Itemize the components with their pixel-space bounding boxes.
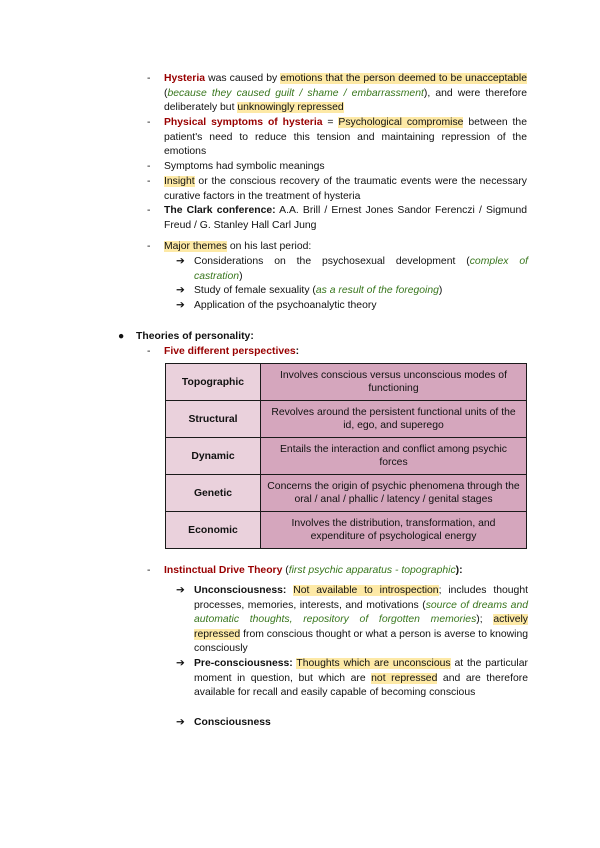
- table-cell-name: Topographic: [166, 364, 261, 401]
- dash-marker: -: [147, 161, 151, 172]
- level-item-conscious: ➔ Consciousness: [176, 716, 528, 731]
- list-item-clark-conference: - The Clark conference: A.A. Brill / Ernest Jones Sandor Ferenczi / Sigmund Freud / G. Stanley Hall Carl Jung: [147, 205, 528, 231]
- list-item-major-themes: - Major themes on his last period:: [147, 240, 527, 255]
- arrow-icon: ➔: [176, 300, 185, 311]
- perspectives-table: [165, 363, 527, 549]
- dash-marker: -: [147, 205, 151, 216]
- table-row: [166, 401, 527, 438]
- table-cell-name: Genetic: [166, 475, 261, 512]
- dash-marker: -: [147, 241, 151, 252]
- theme-item: ➔ Study of female sexuality (as a result of the foregoing): [176, 284, 528, 299]
- arrow-icon: ➔: [176, 285, 185, 296]
- section-heading-personality: ● Theories of personality:: [118, 330, 254, 345]
- dash-marker: -: [147, 346, 151, 357]
- level-item-unconscious: ➔ Unconsciousness: Not available to introspection; includes thought processes, memories, interests, and motivations (source of dreams and automatic thoughts, repository of forgotten memories); actively repressed from conscious thought or what a person is averse to knowing consciously: [176, 585, 529, 655]
- table-cell-desc: Involves conscious versus unconscious modes of functioning: [261, 364, 527, 401]
- arrow-icon: ➔: [176, 585, 185, 596]
- table-cell-name: Dynamic: [166, 438, 261, 475]
- theme-item: ➔ Considerations on the psychosexual development (complex of castration): [176, 256, 528, 282]
- table-cell-name: Structural: [166, 401, 261, 438]
- list-item-physical-symptoms: - Physical symptoms of hysteria = Psychological compromise between the patient's need to reduce this tension and maintaining repression of the emotions: [147, 117, 527, 158]
- list-item-symbolic: - Symptoms had symbolic meanings: [147, 160, 527, 175]
- list-item-drive-theory: - Instinctual Drive Theory (first psychic apparatus - topographic):: [147, 564, 527, 579]
- bullet-icon: ●: [118, 331, 125, 342]
- table-cell-desc: Revolves around the persistent functional units of the id, ego, and superego: [261, 401, 527, 438]
- table-row: [166, 438, 527, 475]
- list-item-hysteria: - Hysteria was caused by emotions that the person deemed to be unacceptable (because they caused guilt / shame / embarrassment), and were therefore deliberately but unknowingly repressed: [147, 73, 527, 114]
- list-item-five-perspectives: - Five different perspectives:: [147, 345, 527, 360]
- table-row: [166, 512, 527, 549]
- table-cell-name: Economic: [166, 512, 261, 549]
- level-item-preconscious: ➔ Pre-consciousness: Thoughts which are unconscious at the particular moment in question, but which are not repressed and are therefore available for recall and easily capable of becoming conscious: [176, 658, 528, 699]
- dash-marker: -: [147, 565, 151, 576]
- table-cell-desc: Concerns the origin of psychic phenomena through the oral / anal / phallic / latency / genital stages: [261, 475, 527, 512]
- table-cell-desc: Entails the interaction and conflict among psychic forces: [261, 438, 527, 475]
- table-row: [166, 475, 527, 512]
- dash-marker: -: [147, 73, 151, 84]
- dash-marker: -: [147, 117, 151, 128]
- table-cell-desc: Involves the distribution, transformation, and expenditure of psychological energy: [261, 512, 527, 549]
- arrow-icon: ➔: [176, 256, 185, 267]
- table-row: [166, 364, 527, 401]
- list-item-insight: - Insight or the conscious recovery of the traumatic events were the necessary curative factors in the treatment of hysteria: [147, 176, 527, 202]
- dash-marker: -: [147, 176, 151, 187]
- arrow-icon: ➔: [176, 658, 185, 669]
- theme-item: ➔ Application of the psychoanalytic theory: [176, 299, 528, 314]
- arrow-icon: ➔: [176, 717, 185, 728]
